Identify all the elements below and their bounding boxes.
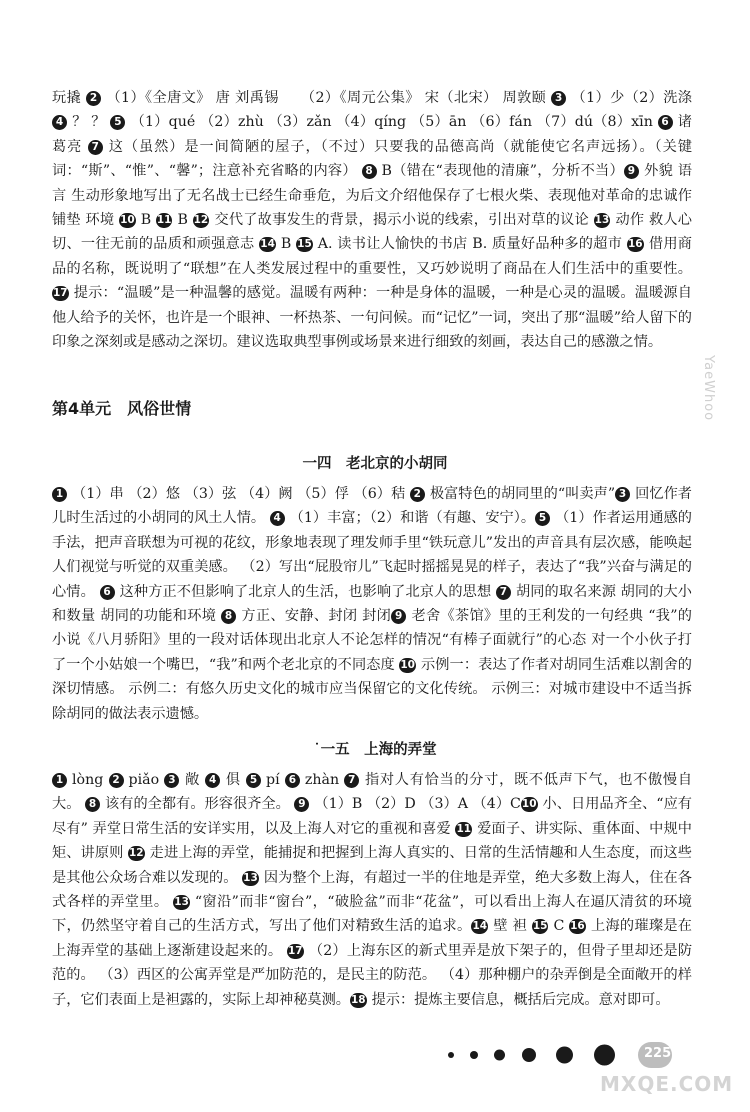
answer-text: （1）少（2）洗涤 [571,90,692,106]
answer-text: 交代了故事发生的背景，揭示小说的线索，引出对草的议论 [214,212,594,229]
answer-text: pí [266,772,285,788]
question-number-badge: 5 [535,511,550,526]
question-number-badge: 6 [100,585,115,600]
question-number-badge: 16 [627,238,643,251]
question-number-badge: 17 [287,944,303,957]
answer-text: 方正、安静、封闭 封闭 [241,608,392,625]
answer-text: （1）串 （2）悠 （3）弦 （4）阙 （5）俘 （6）秸 [72,486,410,502]
decor-dot [470,1051,478,1059]
answer-text: 爱面子、讲实际、重体面、中规中矩、讲原则 [52,820,692,862]
page-number: 225 [644,1046,672,1061]
question-number-badge: 11 [456,822,472,835]
question-number-badge: 3 [615,487,630,502]
bottom-watermark: MXQE.COM [600,1072,734,1096]
question-number-badge: 15 [532,920,548,933]
answer-text: 提示：提炼主要信息，概括后完成。意对即可。 [371,991,670,1008]
question-number-badge: 7 [344,773,359,788]
answer-text: ？ ？ [72,114,111,131]
decor-dot [594,1045,615,1066]
question-number-badge: 13 [174,896,189,909]
answer-text: 因为整个上海，有超过一半的住地是弄堂，绝大多数上海人，住在各式各样的弄堂里。 [52,869,692,911]
answer-text: 上海的璀璨是在上海弄堂的基础上逐渐建设起来的。 [52,918,692,959]
decor-dot [522,1048,536,1062]
question-number-badge: 1 [52,773,67,788]
answer-text: “窗沿”而非“窗台”，“破脸盆”而非“花盆”，可以看出上海人在逼仄清贫的环境下，仍然坚守着自己的生活方式，写出了他们对精致生活的追求。 [52,894,692,935]
unit-title: 第4单元 风俗世情 [52,399,192,418]
answer-text: 指对人有恰当的分寸，既不低声下气，也不傲慢自大。 [52,772,693,813]
answer-text: 回忆作者儿时生活过的小胡同的风土人情。 [52,486,692,527]
question-number-badge: 8 [221,609,236,624]
question-number-badge: 2 [109,773,124,788]
question-number-badge: 8 [362,164,377,179]
answer-text: 极富特色的胡同里的“叫卖声” [429,486,616,502]
question-number-badge: 4 [270,511,285,526]
answer-text: 诸葛亮 [52,114,692,155]
answer-text: 壁 袒 [493,918,532,935]
answer-text: （1）作者运用通感的手法，把声音联想为可视的花纹，形象地表现了理发师手里“铁玩意儿”发出的声音具有层次感，能唤起人们视觉与听觉的双重美感。 （2）写出“屁股帘儿”飞起时摇摇晃晃的样子，表达了“我”兴奋与满足的心情。 [52,510,692,600]
question-number-badge: 17 [53,287,68,300]
answer-text: （1）B （2）D （3）A （4）C [314,796,521,813]
decor-dot [494,1050,505,1061]
answer-text: 小、日用品齐全、“应有尽有” 弄堂日常生活的安详实用，以及上海人对它的重视和喜爱 [52,796,692,837]
question-number-badge: 4 [205,773,220,788]
question-number-badge: 7 [88,140,103,155]
answer-text: B [140,212,156,229]
answer-text: C [553,918,570,935]
answer-text: 敞 [184,772,206,788]
answer-text: lòng [72,772,109,788]
question-number-badge: 4 [52,115,67,130]
answer-text: 该有的全都有。形容很齐全。 [104,796,295,813]
answer-text: 走进上海的弄堂，能捕捉和把握到上海人真实的、日常的生活情趣和人生态度，而这些是其他公众场合难以发现的。 [52,845,692,886]
decor-dot [556,1047,573,1064]
answer-text: 动作 救人心切、一往无前的品质和顽强意志 [52,212,692,253]
section-title-longtang: ˙一五 上海的弄堂 [313,742,437,758]
question-number-badge: 10 [400,658,415,671]
question-number-badge: 5 [246,773,261,788]
question-number-badge: 8 [85,797,100,812]
answer-text: 借用商品的名称，既说明了“联想”在人类发展过程中的重要性，又巧妙说明了商品在人们生活中的重要性。 [52,236,692,277]
answer-text: 这（虽然）是一间简陋的屋子，（不过）只要我的品德高尚（就能使它名声远扬）。（关键词：“斯”、“惟”、“馨”；注意补充省略的内容） [52,138,693,180]
question-number-badge: 2 [86,91,101,106]
section-title-hutong: 一四 老北京的小胡同 [302,456,448,472]
question-number-badge: 5 [110,115,125,130]
answer-text: 玩撬 [52,90,87,106]
answer-text: （1）《全唐文》 唐 刘禹锡 （2）《周元公集》 宋（北宋） 周敦颐 [106,90,552,106]
question-number-badge: 7 [496,585,511,600]
answer-text: 这种方正不但影响了北京人的生活，也影响了北京人的思想 [119,583,496,600]
answer-text: piǎo [128,772,165,788]
question-number-badge: 16 [570,920,585,933]
answer-text: 胡同的取名来源 胡同的大小和数量 胡同的功能和环境 [52,583,692,625]
page-decoration-dots [448,1040,698,1070]
question-number-badge: 18 [350,993,366,1006]
decor-dot [448,1052,454,1058]
answer-text: （1）丰富；（2）和谐（有趣、安宁）。 [289,510,536,527]
answer-text: B（错在“表现他的清廉”，分析不当） [381,163,624,180]
question-number-badge: 15 [297,238,312,251]
answers-paragraph-longtang [52,768,692,1012]
question-number-badge: 9 [391,609,406,624]
question-number-badge: 6 [285,773,300,788]
answer-text: 提示：“温暖”是一种温馨的感觉。温暖有两种：一种是身体的温暖，一种是心灵的温暖。温暖源自他人给予的关怀，也许是一个眼神、一杯热茶、一句问候。而“记忆”一词，突出了那“温暖”给人留下的印象之深刻或是感动之深切。建议选取典型事例或场景来进行细致的刻画，表达自己的感激之情。 [52,285,692,351]
answer-text: 外貌 语言 生动形象地写出了无名战士已经生命垂危，为后文介绍他保存了七根火柴、表现他对革命的忠诚作铺垫 环境 [52,163,693,229]
answer-text: 老舍《茶馆》里的王利发的一句经典 “我”的小说《八月骄阳》里的一段对话体现出北京人不论怎样的情况“有棒子面就行”的心态 对一个小伙子打了一个小姑娘一个嘴巴，“我”和两个老北京的不同态度 [52,608,692,673]
question-number-badge: 10 [521,798,537,811]
question-number-badge: 9 [624,164,639,179]
answers-paragraph-hutong [52,482,692,726]
answer-text: 示例一：表达了作者对胡同生活难以割舍的深切情感。 示例二：有悠久历史文化的城市应当保留它的文化传统。 示例三：对城市建设中不适当拆除胡同的做法表示遗憾。 [52,656,692,722]
answer-text: zhàn [304,772,345,788]
question-number-badge: 12 [193,214,209,227]
question-number-badge: 11 [156,214,172,227]
question-number-badge: 13 [243,871,258,884]
question-number-badge: 13 [594,214,610,227]
answer-text: A. 读书让人愉快的书店 B. 质量好品种多的超市 [317,236,627,253]
question-number-badge: 9 [294,797,309,812]
answers-paragraph-previous-unit [52,86,692,354]
answer-text: （1）qué （2）zhù （3）zǎn （4）qíng （5）ān （6）fán （7）dú（8）xīn [130,114,658,131]
question-number-badge: 14 [260,238,275,251]
question-number-badge: 3 [551,91,566,106]
question-number-badge: 3 [164,773,179,788]
side-watermark: YaeWhoo [701,355,716,422]
question-number-badge: 10 [120,214,135,227]
question-number-badge: 14 [472,920,488,933]
answer-text: 俱 [225,772,247,788]
question-number-badge: 12 [128,847,144,860]
answer-text: B [280,236,297,253]
question-number-badge: 1 [52,487,67,502]
question-number-badge: 2 [410,487,425,502]
question-number-badge: 6 [658,115,673,130]
answer-text: （2）上海东区的新式里弄是放下架子的，但骨子里却还是防范的。 （3）西区的公寓弄堂是严加防范的，是民主的防范。 （4）那种棚户的杂弄倒是全面敞开的样子，它们表面上是袒露的，实际上却神秘莫测。 [52,942,693,1008]
answer-text: B [177,212,193,229]
